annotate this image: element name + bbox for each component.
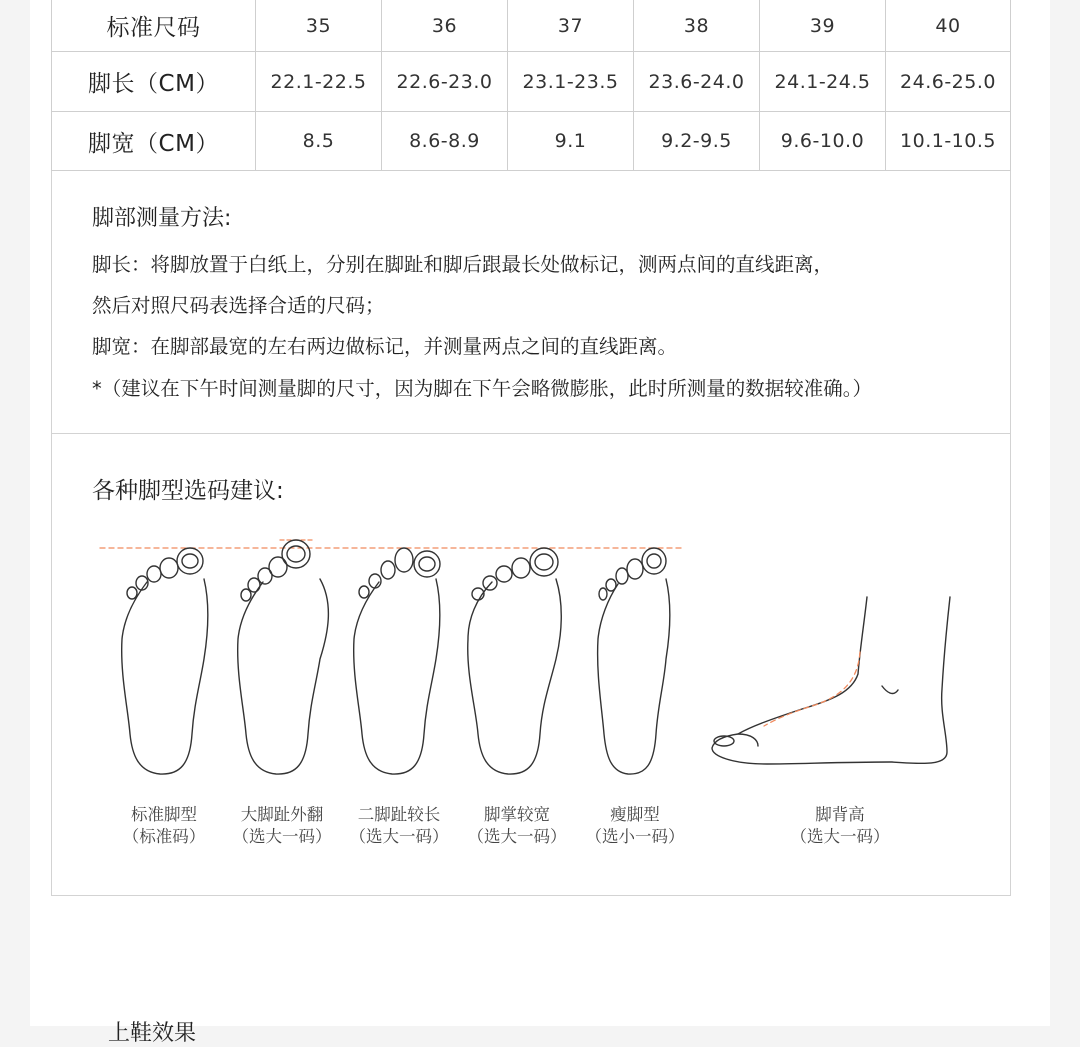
long-second-toe-foot-icon [354, 548, 440, 774]
foot-type-name: 脚背高 [815, 805, 865, 824]
measure-line: 脚长：将脚放置于白纸上，分别在脚趾和脚后跟最长处做标记，测两点间的直线距离， [92, 253, 834, 276]
size-cell: 35 [256, 0, 382, 52]
row-label: 标准尺码 [52, 0, 256, 52]
foot-type-section [51, 433, 1011, 896]
foot-caption [104, 804, 224, 848]
table-row [52, 112, 1011, 171]
length-cell: 24.6-25.0 [886, 52, 1011, 112]
foot-type-name: 标准脚型 [131, 805, 197, 824]
foot-type-advice: （选大一码） [790, 827, 890, 846]
table-row [52, 52, 1011, 112]
width-cell: 9.1 [508, 112, 634, 171]
measure-title: 脚部测量方法: [92, 206, 232, 231]
size-cell: 38 [634, 0, 760, 52]
size-chart-table [51, 0, 1011, 171]
foot-type-name: 瘦脚型 [610, 805, 660, 824]
length-cell: 23.1-23.5 [508, 52, 634, 112]
size-cell: 39 [760, 0, 886, 52]
bunion-foot-icon [238, 540, 329, 774]
foot-type-advice: （标准码） [122, 827, 206, 846]
foot-type-title: 各种脚型选码建议: [92, 478, 284, 504]
next-section-heading: 上鞋效果 [108, 1021, 197, 1046]
foot-caption [222, 804, 342, 848]
measure-line: 脚宽：在脚部最宽的左右两边做标记，并测量两点之间的直线距离。 [92, 335, 678, 358]
foot-type-advice: （选大一码） [467, 827, 567, 846]
foot-caption [780, 804, 900, 848]
width-cell: 9.6-10.0 [760, 112, 886, 171]
slim-foot-icon [598, 548, 670, 774]
high-instep-foot-icon [712, 597, 950, 764]
width-cell: 8.5 [256, 112, 382, 171]
length-cell: 22.6-23.0 [382, 52, 508, 112]
foot-type-name: 大脚趾外翻 [240, 805, 324, 824]
size-cell: 40 [886, 0, 1011, 52]
width-cell: 9.2-9.5 [634, 112, 760, 171]
foot-caption [575, 804, 695, 848]
foot-type-name: 脚掌较宽 [484, 805, 550, 824]
foot-type-name: 二脚趾较长 [357, 805, 441, 824]
size-cell: 36 [382, 0, 508, 52]
foot-caption [339, 804, 459, 848]
foot-type-advice: （选大一码） [349, 827, 449, 846]
table-row [52, 0, 1011, 52]
foot-caption [457, 804, 577, 848]
foot-type-advice: （选大一码） [232, 827, 332, 846]
measure-method-section [51, 171, 1011, 434]
length-cell: 22.1-22.5 [256, 52, 382, 112]
row-label: 脚长（CM） [52, 52, 256, 112]
width-cell: 10.1-10.5 [886, 112, 1011, 171]
foot-type-advice: （选小一码） [585, 827, 685, 846]
measure-line: 然后对照尺码表选择合适的尺码； [92, 294, 385, 317]
row-label: 脚宽（CM） [52, 112, 256, 171]
wide-foot-icon [468, 548, 562, 774]
measure-note: *（建议在下午时间测量脚的尺寸，因为脚在下午会略微膨胀，此时所测量的数据较准确。） [92, 377, 873, 400]
length-cell: 24.1-24.5 [760, 52, 886, 112]
size-cell: 37 [508, 0, 634, 52]
width-cell: 8.6-8.9 [382, 112, 508, 171]
length-cell: 23.6-24.0 [634, 52, 760, 112]
standard-foot-icon [122, 548, 208, 774]
